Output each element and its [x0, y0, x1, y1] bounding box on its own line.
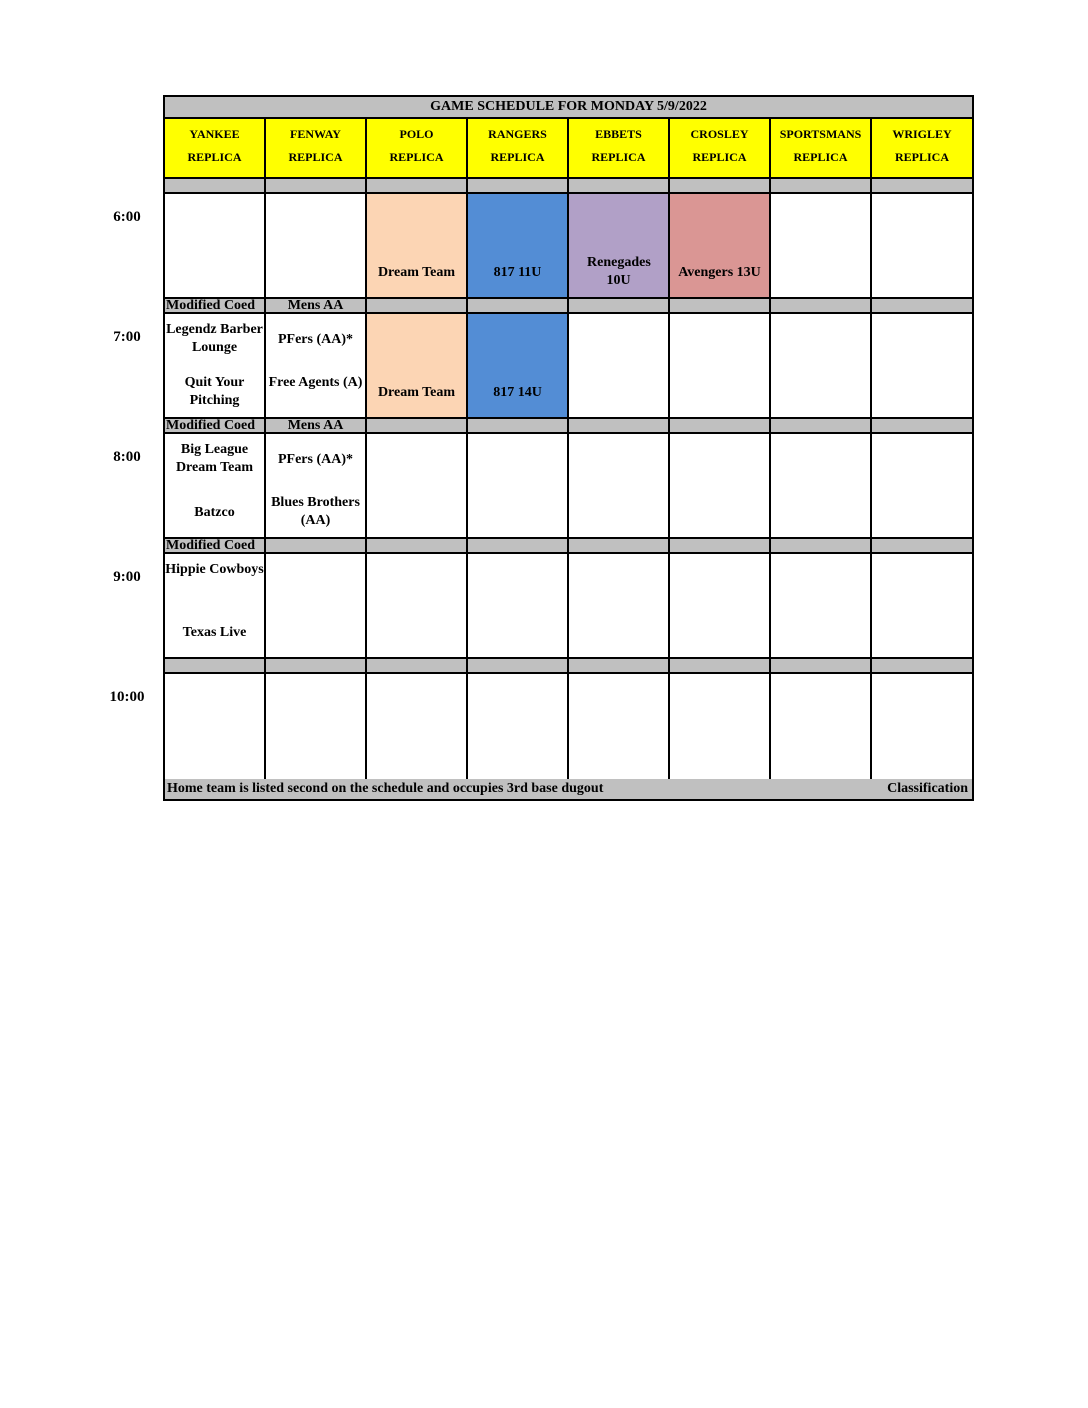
home-team: Batzco: [194, 505, 235, 520]
field-type: REPLICA: [793, 150, 848, 164]
game-cell: [670, 434, 771, 539]
game-cell: [872, 554, 972, 659]
classification-cell: [266, 659, 367, 674]
time-label: 7:00: [113, 329, 141, 345]
field-header-fenway: [266, 119, 367, 179]
classification-label: Classification: [887, 781, 968, 796]
classification-cell: [165, 659, 266, 674]
classification-cell: [367, 179, 468, 194]
field-name: WRIGLEY: [892, 127, 952, 141]
home-team: Texas Live: [182, 625, 247, 640]
field-type: REPLICA: [894, 150, 949, 164]
game-cell: [872, 674, 972, 779]
field-name: CROSLEY: [690, 127, 749, 141]
home-team: 817 14U: [493, 385, 542, 400]
home-team: Renegades 10U: [587, 255, 651, 288]
game-cell: [468, 554, 569, 659]
classification-cell: [367, 539, 468, 554]
field-type: REPLICA: [288, 150, 343, 164]
field-header-wrigley: [872, 119, 972, 179]
classification-cell: [771, 299, 872, 314]
visitor-team: Big League Dream Team: [175, 442, 254, 475]
classification-cell: [771, 179, 872, 194]
classification-cell: [872, 659, 972, 674]
classification-cell: [569, 539, 670, 554]
classification-cell: Mens AA: [266, 299, 367, 314]
game-cell: [569, 674, 670, 779]
classification-cell: [266, 179, 367, 194]
field-type: REPLICA: [692, 150, 747, 164]
field-name: POLO: [399, 127, 434, 141]
classification-cell: [468, 539, 569, 554]
game-cell: [569, 194, 670, 299]
classification-cell: [468, 299, 569, 314]
game-cell: [670, 554, 771, 659]
classification-cell: [872, 299, 972, 314]
field-name: YANKEE: [189, 127, 240, 141]
field-name: SPORTSMANS: [779, 127, 862, 141]
classification-cell: [670, 419, 771, 434]
game-cell: [771, 674, 872, 779]
game-cell: [670, 674, 771, 779]
game-cell: [771, 434, 872, 539]
home-team: Quit Your Pitching: [184, 375, 245, 408]
field-name: EBBETS: [595, 127, 642, 141]
classification-cell: [771, 539, 872, 554]
time-label: 8:00: [113, 449, 141, 465]
game-cell: [165, 674, 266, 779]
field-type: REPLICA: [490, 150, 545, 164]
classification-cell: [367, 419, 468, 434]
visitor-team: Legendz Barber Lounge: [166, 322, 263, 355]
game-cell: [367, 314, 468, 419]
game-cell: [468, 194, 569, 299]
game-cell: [569, 434, 670, 539]
table-footer: [165, 777, 972, 799]
classification-cell: Modified Coed: [165, 419, 266, 434]
classification-cell: [165, 179, 266, 194]
classification-cell: Modified Coed: [165, 299, 266, 314]
visitor-team: Hippie Cowboys: [165, 562, 264, 577]
classification-cell: [872, 539, 972, 554]
game-cell: [468, 314, 569, 419]
classification-cell: [569, 659, 670, 674]
game-cell: [468, 674, 569, 779]
field-type: REPLICA: [591, 150, 646, 164]
game-cell: [165, 314, 266, 419]
classification-cell: [670, 659, 771, 674]
home-team: 817 11U: [493, 265, 542, 280]
home-team: Blues Brothers (AA): [271, 495, 360, 528]
classification-cell: [266, 539, 367, 554]
classification-cell: [872, 179, 972, 194]
time-label: 9:00: [113, 569, 141, 585]
classification-cell: [468, 419, 569, 434]
game-cell: [872, 194, 972, 299]
game-cell: [670, 194, 771, 299]
field-type: REPLICA: [187, 150, 242, 164]
time-label: 6:00: [113, 209, 141, 225]
visitor-team: PFers (AA)*: [277, 452, 354, 467]
field-name: FENWAY: [290, 127, 341, 141]
classification-cell: [468, 179, 569, 194]
classification-cell: [569, 419, 670, 434]
game-cell: [367, 194, 468, 299]
game-cell: [670, 314, 771, 419]
visitor-team: PFers (AA)*: [277, 332, 354, 347]
game-cell: [367, 554, 468, 659]
game-cell: [266, 194, 367, 299]
field-header-rangers: [468, 119, 569, 179]
schedule-table: [163, 95, 974, 801]
field-header-yankee: [165, 119, 266, 179]
classification-cell: [468, 659, 569, 674]
classification-cell: Mens AA: [266, 419, 367, 434]
home-team: Dream Team: [377, 385, 456, 400]
game-cell: [367, 674, 468, 779]
field-header-crosley: [670, 119, 771, 179]
schedule-title: GAME SCHEDULE FOR MONDAY 5/9/2022: [165, 97, 972, 119]
game-cell: [771, 554, 872, 659]
classification-cell: [670, 299, 771, 314]
game-cell: [165, 434, 266, 539]
game-cell: [165, 194, 266, 299]
game-cell: [771, 314, 872, 419]
game-cell: [367, 434, 468, 539]
game-cell: [165, 554, 266, 659]
classification-cell: [569, 179, 670, 194]
home-team: Avengers 13U: [678, 265, 761, 280]
classification-cell: [367, 659, 468, 674]
field-header-ebbets: [569, 119, 670, 179]
home-team: Free Agents (A): [268, 375, 363, 390]
game-cell: [266, 314, 367, 419]
classification-cell: [771, 659, 872, 674]
game-cell: [266, 674, 367, 779]
field-type: REPLICA: [389, 150, 444, 164]
classification-cell: [569, 299, 670, 314]
field-header-sportsmans: [771, 119, 872, 179]
game-cell: [468, 434, 569, 539]
game-cell: [266, 554, 367, 659]
game-cell: [569, 554, 670, 659]
field-header-polo: [367, 119, 468, 179]
classification-cell: [771, 419, 872, 434]
classification-cell: [872, 419, 972, 434]
game-cell: [872, 314, 972, 419]
game-cell: [872, 434, 972, 539]
classification-cell: [670, 539, 771, 554]
game-cell: [771, 194, 872, 299]
home-team-note: Home team is listed second on the schedule and occupies 3rd base dugout: [167, 781, 604, 796]
time-label: 10:00: [109, 689, 145, 705]
field-name: RANGERS: [488, 127, 547, 141]
game-cell: [266, 434, 367, 539]
game-cell: [569, 314, 670, 419]
home-team: Dream Team: [377, 265, 456, 280]
classification-cell: Modified Coed: [165, 539, 266, 554]
classification-cell: [367, 299, 468, 314]
classification-cell: [670, 179, 771, 194]
